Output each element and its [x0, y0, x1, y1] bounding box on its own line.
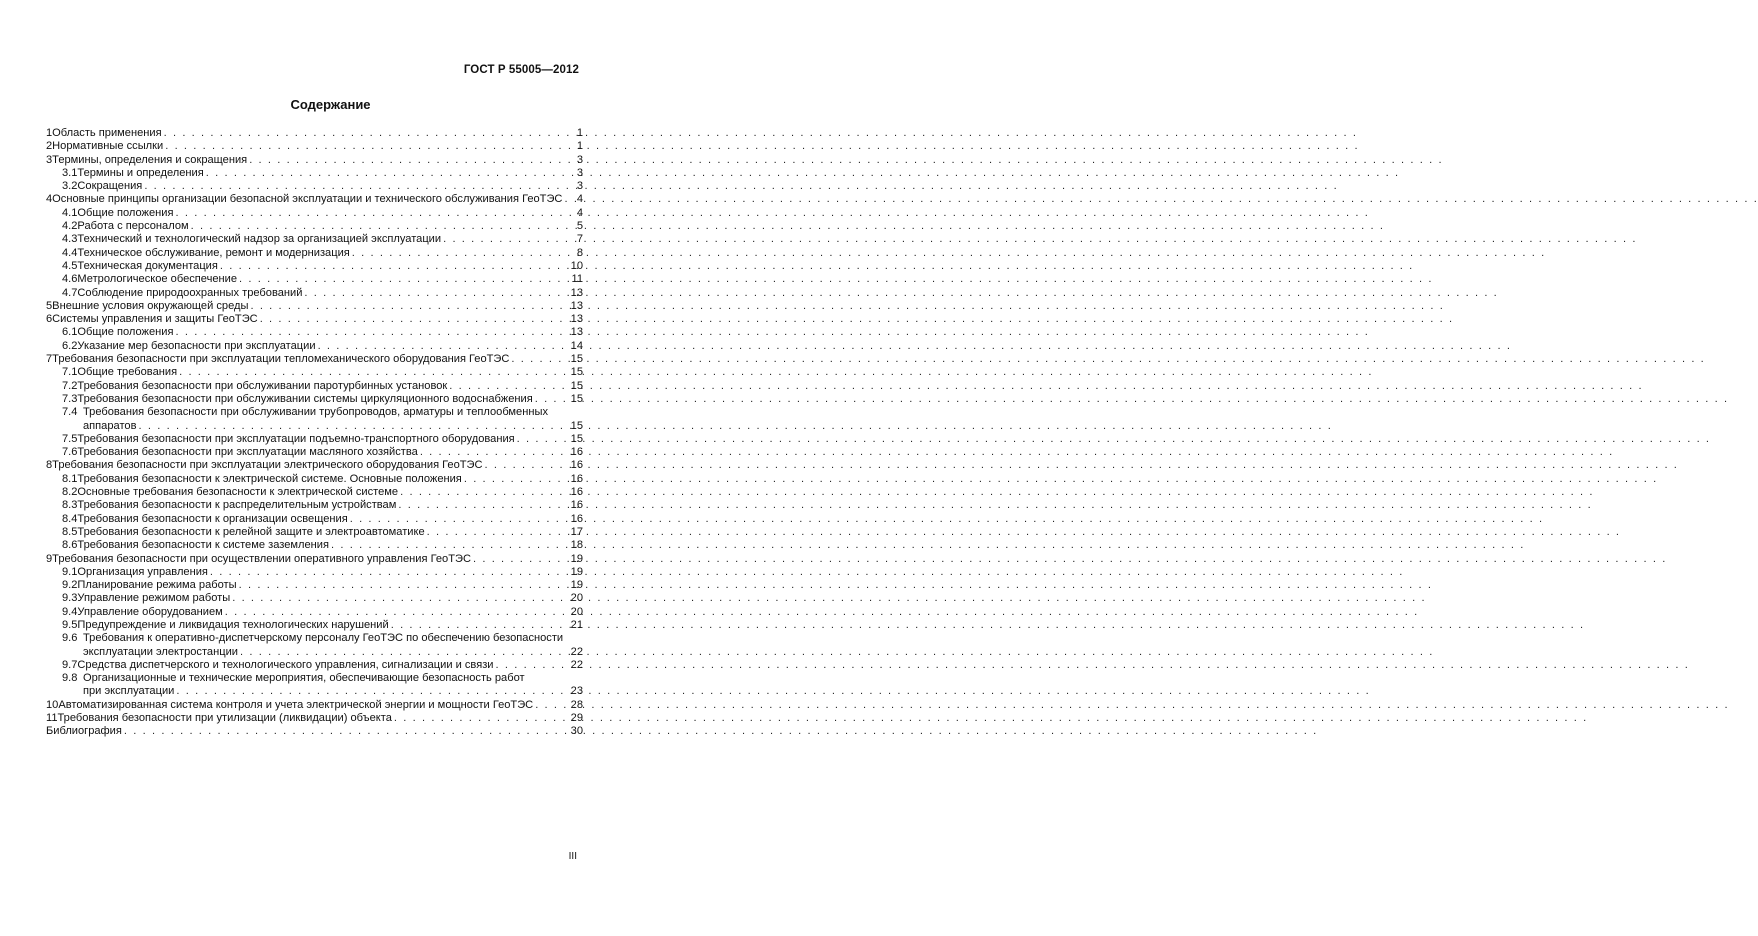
- toc-entry-number: 9.7: [62, 658, 78, 671]
- leader-dots: [218, 260, 571, 273]
- toc-entry-page: 3: [576, 180, 583, 193]
- toc-entry[interactable]: [46, 247, 583, 260]
- toc-entry[interactable]: [46, 592, 583, 605]
- toc-entry-page: 20: [570, 605, 583, 618]
- leader-dots: [173, 326, 570, 339]
- leader-dots: [136, 420, 570, 433]
- toc-entry-title: Требования безопасности к системе заземления: [77, 539, 329, 552]
- leader-dots: [189, 220, 577, 233]
- toc-entry[interactable]: [46, 553, 583, 566]
- toc-entry-page: 4: [576, 206, 583, 219]
- toc-entry-page: 16: [570, 459, 583, 472]
- toc-entry[interactable]: [46, 260, 583, 273]
- toc-entry-title: Технический и технологический надзор за организацией эксплуатации: [77, 233, 442, 246]
- leader-dots: [208, 566, 571, 579]
- toc-entry-page: 15: [570, 366, 583, 379]
- leader-dots: [316, 340, 571, 353]
- toc-entry[interactable]: [46, 193, 583, 206]
- toc-entry-page: 10: [570, 259, 583, 272]
- toc-entry-number: 8: [46, 459, 53, 472]
- toc-entry-title-continued: эксплуатации электростанции: [83, 645, 238, 658]
- leader-dots: [515, 433, 571, 446]
- leader-dots: [418, 446, 571, 459]
- toc-entry-page: 3: [576, 153, 583, 166]
- toc-entry-page: 16: [570, 446, 583, 459]
- toc-entry-title: Требования безопасности при эксплуатации тепломеханического оборудования ГеоТЭС: [52, 353, 510, 366]
- toc-entry-page: 29: [570, 712, 583, 725]
- toc-entry-page: 19: [570, 579, 583, 592]
- toc-entry[interactable]: [46, 180, 583, 193]
- toc-entry-title: Внешние условия окружающей среды: [52, 299, 249, 312]
- toc-entry-number: 5: [46, 299, 53, 312]
- leader-dots: [237, 273, 571, 286]
- toc-entry[interactable]: [46, 672, 583, 699]
- toc-entry-number: 9.3: [62, 592, 78, 605]
- toc-entry-number: 4.2: [62, 220, 78, 233]
- leader-dots: [441, 233, 577, 246]
- leader-dots: [237, 579, 571, 592]
- toc-entry-page: 8: [576, 246, 583, 259]
- toc-entry[interactable]: [46, 579, 583, 592]
- toc-entry-number: 4.4: [62, 246, 78, 259]
- toc-entry-number: 4: [46, 193, 53, 206]
- toc-entry-title: Указание мер безопасности при эксплуатации: [77, 339, 316, 352]
- leader-dots: [562, 193, 576, 206]
- toc-entry-page: 21: [570, 618, 583, 631]
- toc-entry-number: 3.2: [62, 180, 78, 193]
- toc-entry-page: 16: [570, 486, 583, 499]
- toc-entry-number: 7.4: [62, 406, 78, 419]
- toc-entry[interactable]: [46, 659, 583, 672]
- toc-entry[interactable]: [46, 712, 583, 725]
- toc-entry-title: Основные принципы организации безопасной эксплуатации и технического обслуживания ГеоТЭС: [52, 193, 563, 206]
- toc-entry-number: 9.1: [62, 565, 78, 578]
- toc-entry[interactable]: [46, 606, 583, 619]
- toc-entry-title: Метрологическое обеспечение: [77, 273, 238, 286]
- toc-entry-title: Требования безопасности при обслуживании системы циркуляционного водоснабжения: [77, 392, 533, 405]
- leader-dots: [238, 646, 571, 659]
- document-page: [0, 0, 661, 936]
- toc-entry-number: 7.1: [62, 366, 78, 379]
- leader-dots: [247, 154, 577, 167]
- toc-entry-title: Требования безопасности при эксплуатации масляного хозяйства: [77, 446, 418, 459]
- toc-entry-title: Общие требования: [77, 366, 178, 379]
- toc-entry-title: Предупреждение и ликвидация технологических нарушений: [77, 618, 389, 631]
- toc-entry[interactable]: [46, 513, 583, 526]
- toc-entry-title: Средства диспетчерского и технологического управления, сигнализации и связи: [77, 658, 494, 671]
- toc-entry-page: 1: [576, 140, 583, 153]
- leader-dots: [173, 207, 576, 220]
- toc-entry-number: 7.3: [62, 392, 78, 405]
- leader-dots: [494, 659, 571, 672]
- toc-entry-page: 18: [570, 539, 583, 552]
- toc-entry-number: 9.4: [62, 605, 78, 618]
- toc-entry-title: Требования безопасности при обслуживании паротурбинных установок: [77, 379, 448, 392]
- toc-entry[interactable]: [46, 632, 583, 659]
- toc-entry-title: Термины и определения: [77, 166, 204, 179]
- toc-entry[interactable]: [46, 313, 583, 326]
- toc-entry-page: 15: [570, 379, 583, 392]
- toc-entry-title: Требования безопасности при эксплуатации электрического оборудования ГеоТЭС: [52, 459, 483, 472]
- leader-dots: [425, 526, 571, 539]
- toc-entry-title: Системы управления и защиты ГеоТЭС: [52, 313, 258, 326]
- toc-entry-number: 4.7: [62, 286, 78, 299]
- toc-entry[interactable]: [46, 273, 583, 286]
- toc-entry[interactable]: [46, 619, 583, 632]
- toc-entry[interactable]: [46, 127, 583, 140]
- leader-dots: [348, 513, 571, 526]
- toc-entry[interactable]: [46, 486, 583, 499]
- leader-dots: [447, 380, 570, 393]
- toc-entry[interactable]: [46, 699, 583, 712]
- toc-entry-title: Общие положения: [77, 206, 174, 219]
- toc-entry[interactable]: [46, 140, 583, 153]
- document-code: ГОСТ Р 55005—2012: [463, 64, 579, 76]
- leader-dots: [302, 287, 570, 300]
- table-of-contents: [46, 127, 583, 739]
- toc-entry[interactable]: [46, 287, 583, 300]
- toc-entry-page: 7: [576, 233, 583, 246]
- toc-entry-number: 3: [46, 153, 53, 166]
- toc-entry-title: Требования безопасности при осуществлении оперативного управления ГеоТЭС: [52, 552, 471, 565]
- leader-dots: [174, 685, 570, 698]
- toc-entry-number: 8.3: [62, 499, 78, 512]
- toc-entry-number: 4.1: [62, 206, 78, 219]
- toc-entry-page: 22: [570, 645, 583, 658]
- toc-entry-number: 9.5: [62, 618, 78, 631]
- toc-entry[interactable]: [46, 207, 583, 220]
- toc-entry-page: 13: [570, 313, 583, 326]
- toc-entry-title: Библиография: [46, 725, 122, 738]
- leader-dots: [533, 393, 571, 406]
- toc-entry-number: 11: [46, 712, 58, 725]
- leader-dots: [509, 353, 570, 366]
- toc-entry-number: 3.1: [62, 166, 78, 179]
- toc-entry-page: 3: [576, 166, 583, 179]
- toc-entry[interactable]: [46, 406, 583, 433]
- toc-entry-title: Работа с персоналом: [77, 220, 189, 233]
- toc-entry-title: Автоматизированная система контроля и учета электрической энергии и мощности ГеоТЭС: [58, 698, 534, 711]
- toc-entry-number: 4.5: [62, 259, 78, 272]
- toc-entry-title: Техническая документация: [77, 259, 218, 272]
- toc-entry-number: 8.1: [62, 472, 78, 485]
- toc-entry[interactable]: [46, 566, 583, 579]
- toc-entry-page: 14: [570, 339, 583, 352]
- toc-entry-page: 15: [570, 432, 583, 445]
- leader-dots: [483, 459, 571, 472]
- leader-dots: [258, 313, 571, 326]
- toc-entry[interactable]: [46, 233, 583, 246]
- toc-entry-title: Общие положения: [77, 326, 174, 339]
- toc-entry-title: Требования безопасности к электрической системе. Основные положения: [77, 472, 462, 485]
- toc-entry-title: Техническое обслуживание, ремонт и модернизация: [77, 246, 350, 259]
- toc-entry[interactable]: [46, 433, 583, 446]
- leader-dots: [396, 499, 570, 512]
- toc-entry-title: Управление оборудованием: [77, 605, 223, 618]
- leader-dots: [392, 712, 571, 725]
- toc-entry-page: 11: [571, 273, 583, 286]
- toc-entry-page: 28: [570, 698, 583, 711]
- toc-entry-title: Нормативные ссылки: [52, 140, 164, 153]
- toc-entry-title: Требования к оперативно-диспетчерскому персоналу ГеоТЭС по обеспечению безопасности: [83, 632, 564, 645]
- toc-entry-title: Сокращения: [77, 180, 143, 193]
- toc-entry[interactable]: [46, 473, 583, 486]
- toc-entry-title-continued: аппаратов: [83, 419, 137, 432]
- toc-entry-page: 15: [570, 392, 583, 405]
- leader-dots: [329, 539, 571, 552]
- toc-entry-page: 16: [570, 512, 583, 525]
- toc-entry[interactable]: [46, 167, 583, 180]
- toc-entry-title: Требования безопасности при утилизации (ликвидации) объекта: [57, 712, 392, 725]
- toc-entry-number: 6.2: [62, 339, 78, 352]
- page-number: III: [568, 851, 577, 862]
- toc-entry-page: 16: [570, 472, 583, 485]
- leader-dots: [350, 247, 577, 260]
- toc-entry-title: Организация управления: [77, 565, 208, 578]
- toc-entry-number: 8.5: [62, 525, 78, 538]
- toc-entry[interactable]: [46, 446, 583, 459]
- leader-dots: [163, 140, 577, 153]
- toc-entry-page: 5: [576, 220, 583, 233]
- toc-entry-page: 30: [570, 725, 583, 738]
- toc-entry-title: Соблюдение природоохранных требований: [77, 286, 303, 299]
- toc-entry-page: 4: [576, 193, 583, 206]
- leader-dots: [223, 606, 571, 619]
- toc-entry-title: Планирование режима работы: [77, 579, 237, 592]
- toc-entry[interactable]: [46, 380, 583, 393]
- toc-entry-page: 23: [570, 685, 583, 698]
- toc-entry[interactable]: [46, 526, 583, 539]
- toc-entry-number: 8.2: [62, 486, 78, 499]
- leader-dots: [204, 167, 577, 180]
- toc-entry-page: 19: [570, 565, 583, 578]
- toc-entry[interactable]: [46, 340, 583, 353]
- toc-entry[interactable]: [46, 220, 583, 233]
- leader-dots: [533, 699, 570, 712]
- toc-entry-title: Требования безопасности к организации освещения: [77, 512, 348, 525]
- leader-dots: [177, 366, 571, 379]
- toc-entry-number: 8.6: [62, 539, 78, 552]
- toc-entry-page: 13: [570, 299, 583, 312]
- toc-entry-title: Термины, определения и сокращения: [52, 153, 248, 166]
- toc-entry-page: 19: [570, 552, 583, 565]
- toc-entry[interactable]: [46, 459, 583, 472]
- toc-entry[interactable]: [46, 300, 583, 313]
- toc-entry-number: 7: [46, 353, 53, 366]
- toc-entry-title: Требования безопасности к распределительным устройствам: [77, 499, 397, 512]
- leader-dots: [122, 725, 571, 738]
- toc-entry-title: Требования безопасности к релейной защите и электроавтоматике: [77, 525, 425, 538]
- leader-dots: [230, 592, 570, 605]
- leader-dots: [398, 486, 571, 499]
- toc-entry-number: 6: [46, 313, 53, 326]
- toc-entry-number: 10: [46, 698, 59, 711]
- toc-entry-number: 9.8: [62, 672, 78, 685]
- toc-entry[interactable]: [46, 725, 583, 738]
- toc-entry-title: Организационные и технические мероприятия, обеспечивающие безопасность работ: [83, 672, 525, 685]
- leader-dots: [389, 619, 571, 632]
- toc-entry-title-continued: при эксплуатации: [83, 685, 175, 698]
- toc-entry-number: 4.6: [62, 273, 78, 286]
- toc-entry[interactable]: [46, 353, 583, 366]
- toc-entry-title: Требования безопасности при эксплуатации подъемно-транспортного оборудования: [77, 432, 515, 445]
- toc-entry-page: 13: [570, 286, 583, 299]
- leader-dots: [462, 473, 571, 486]
- leader-dots: [248, 300, 570, 313]
- toc-entry-title: Основные требования безопасности к электрической системе: [77, 486, 399, 499]
- toc-entry-number: 9.6: [62, 632, 78, 645]
- toc-entry-number: 6.1: [62, 326, 78, 339]
- toc-entry-number: 7.2: [62, 379, 78, 392]
- toc-entry-title: Управление режимом работы: [77, 592, 231, 605]
- toc-entry[interactable]: [46, 326, 583, 339]
- toc-entry-page: 22: [570, 658, 583, 671]
- leader-dots: [142, 180, 577, 193]
- toc-entry-title: Требования безопасности при обслуживании трубопроводов, арматуры и теплообменных: [83, 406, 549, 419]
- toc-entry-page: 16: [570, 499, 583, 512]
- toc-entry-number: 9.2: [62, 579, 78, 592]
- toc-entry-number: 7.6: [62, 446, 78, 459]
- toc-entry-page: 15: [570, 419, 583, 432]
- toc-entry-page: 1: [576, 127, 583, 139]
- toc-entry[interactable]: [46, 366, 583, 379]
- toc-entry-page: 13: [570, 326, 583, 339]
- toc-entry-page: 20: [570, 592, 583, 605]
- toc-entry-number: 8.4: [62, 512, 78, 525]
- toc-entry-number: 2: [46, 140, 53, 153]
- toc-entry-number: 1: [46, 127, 53, 139]
- toc-entry-number: 4.3: [62, 233, 78, 246]
- toc-entry[interactable]: [46, 154, 583, 167]
- toc-entry-number: 7.5: [62, 432, 78, 445]
- leader-dots: [162, 127, 577, 140]
- leader-dots: [471, 553, 571, 566]
- toc-entry-title: Область применения: [52, 127, 162, 139]
- page-title: Содержание: [290, 97, 371, 112]
- toc-entry[interactable]: [46, 393, 583, 406]
- toc-entry[interactable]: [46, 539, 583, 552]
- toc-entry-page: 17: [570, 525, 583, 538]
- toc-entry[interactable]: [46, 499, 583, 512]
- toc-entry-page: 15: [570, 353, 583, 366]
- toc-entry-number: 9: [46, 552, 53, 565]
